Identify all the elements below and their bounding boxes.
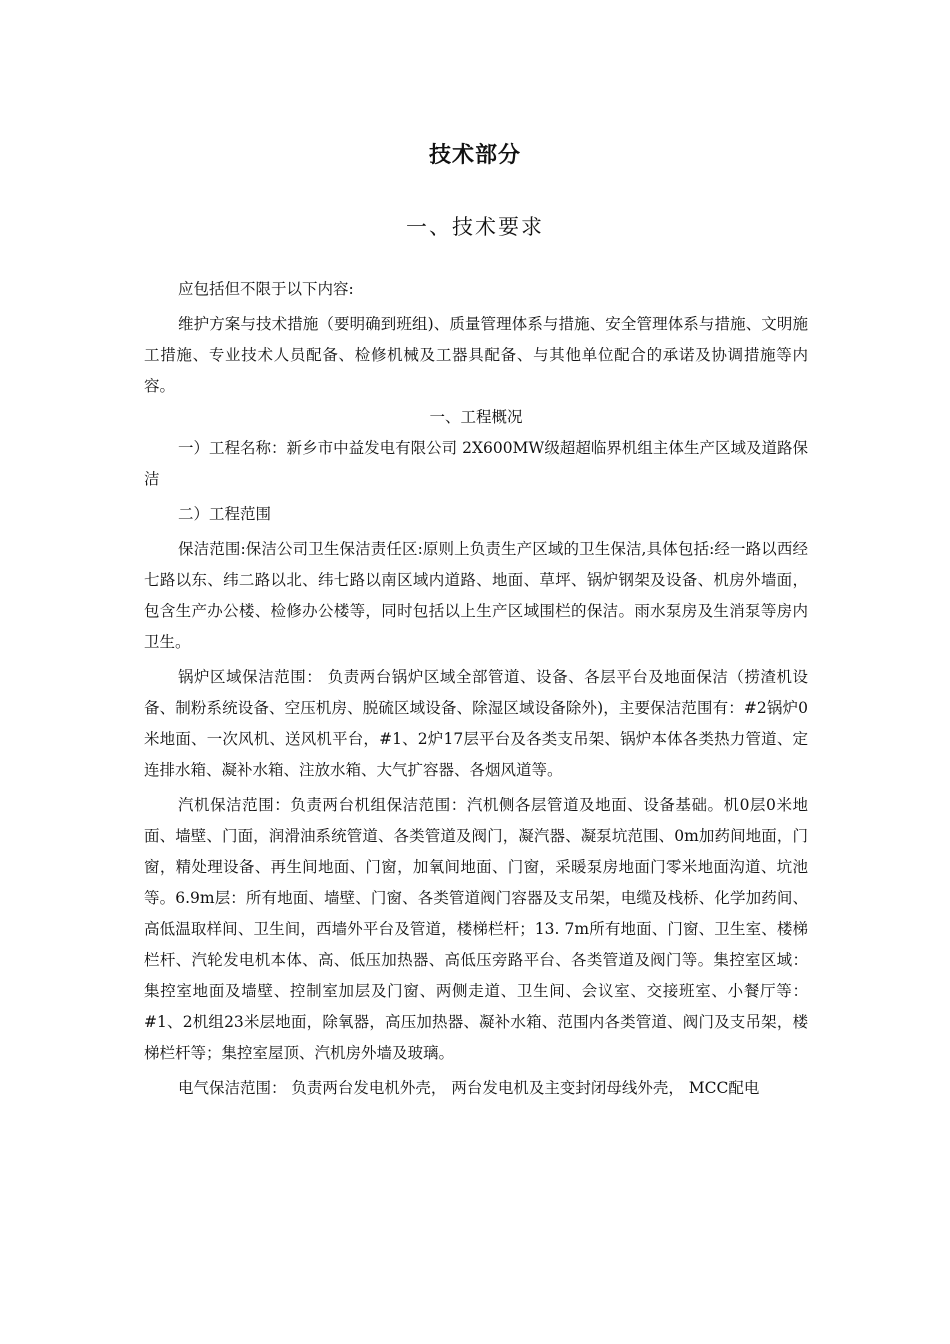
intro-paragraph: 应包括但不限于以下内容: [178,280,354,298]
scope-paragraph: 维护方案与技术措施（要明确到班组)、质量管理体系与措施、安全管理体系与措施、文明施工措施、专业技术人员配备、检修机械及工器具配备、与其他单位配合的承诺及协调措施等内容。 [144,315,808,395]
section-heading: 一、技术要求 [406,215,544,239]
subsection-heading: 一、工程概况 [429,408,523,426]
cleaning-scope-paragraph: 保洁范围:保洁公司卫生保洁责任区:原则上负责生产区域的卫生保洁,具体包括:经一路以西经七路以东、纬二路以北、纬七路以南区域内道路、地面、草坪、锅炉钢架及设备、机房外墙面，包含生产办公楼、检修办公楼等，同时包括以上生产区域围栏的保洁。雨水泵房及生消泵等房内卫生。 [144,540,808,651]
electrical-scope-paragraph: 电气保洁范围： 负责两台发电机外壳， 两台发电机及主变封闭母线外壳， MCC配电 [178,1079,760,1097]
document-body [144,274,808,1104]
document-title: 技术部分 [428,143,521,168]
project-scope-heading: 二）工程范围 [178,505,272,523]
turbine-scope-paragraph: 汽机保洁范围：负责两台机组保洁范围：汽机侧各层管道及地面、设备基础。机0层0米地面、墙壁、门面，润滑油系统管道、各类管道及阀门，凝汽器、凝泵坑范围、0m加药间地面，门窗，精处理设备、再生间地面、门窗，加氧间地面、门窗，采暖泵房地面门零米地面沟道、坑池等。6.9m层：所有地面、墙壁、门窗、各类管道阀门容器及支吊架，电缆及栈桥、化学加药间、高低温取样间、卫生间，西墙外平台及管道，楼梯栏杆；13. 7m所有地面、门窗、卫生室、楼梯栏杆、汽轮发电机本体、高、低压加热器、高低压旁路平台、各类管道及阀门等。集控室区域：集控室地面及墙壁、控制室加层及门窗、两侧走道、卫生间、会议室、交接班室、小餐厅等：#1、2机组23米层地面，除氧器，高压加热器、凝补水箱、范围内各类管道、阀门及支吊架，楼梯栏杆等；集控室屋顶、汽机房外墙及玻璃。 [144,796,808,1062]
boiler-scope-paragraph: 锅炉区域保洁范围： 负责两台锅炉区域全部管道、设备、各层平台及地面保洁（捞渣机设备、制粉系统设备、空压机房、脱硫区域设备、除湿区域设备除外)，主要保洁范围有：#2锅炉0米地面、一次风机、送风机平台，#1、2炉17层平台及各类支吊架、锅炉本体各类热力管道、定连排水箱、凝补水箱、注放水箱、大气扩容器、各烟风道等。 [144,668,808,779]
project-name-paragraph: 一）工程名称：新乡市中益发电有限公司 2X600MW级超超临界机组主体生产区域及道路保洁 [144,439,808,488]
